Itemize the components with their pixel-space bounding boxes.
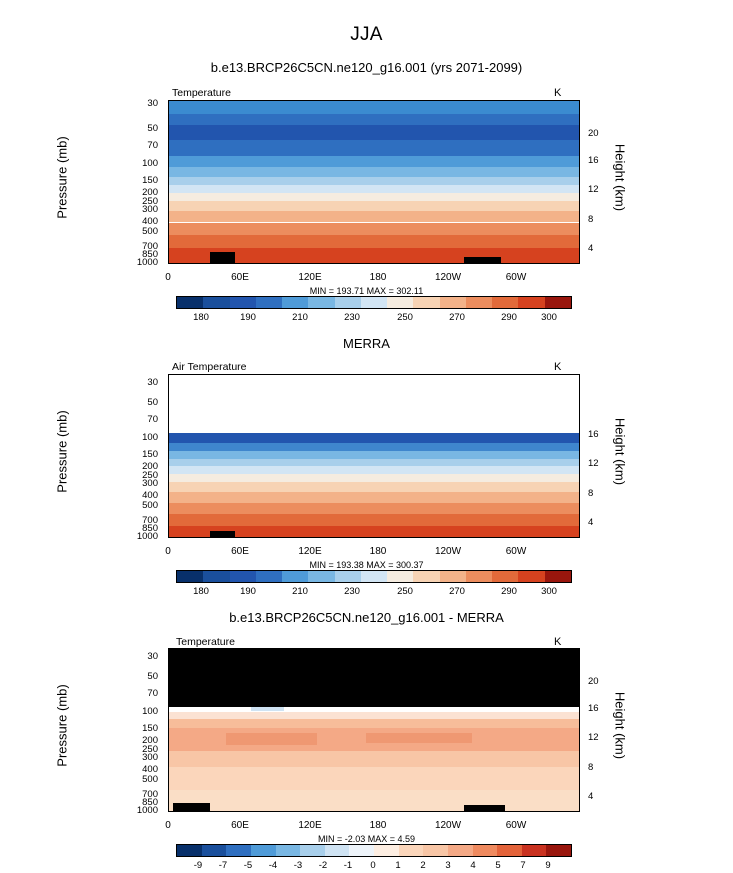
panel-3-left-axis-title: Pressure (mb): [54, 684, 70, 767]
contour-band: [251, 707, 284, 710]
panel-1-ytick: 700: [142, 241, 158, 252]
panel-1-xtick: 120E: [298, 272, 322, 283]
panel-3-ytick-right: 12: [588, 732, 599, 743]
panel-1-ytick: 1000: [136, 257, 158, 268]
panel-3-xtick: 60E: [231, 820, 249, 831]
panel-3-cbar-label: 1: [395, 860, 401, 871]
panel-1-ytick: 500: [142, 226, 158, 237]
panel-1-cbar-label: 270: [449, 312, 465, 323]
panel-1-ytick: 400: [142, 216, 158, 227]
contour-band: [169, 767, 579, 790]
panel-2-cbar-label: 250: [397, 586, 413, 597]
panel-1-ytick: 250: [142, 196, 158, 207]
panel-1-title: b.e13.BRCP26C5CN.ne120_g16.001 (yrs 2071-2099): [210, 60, 523, 75]
panel-1-xtick: 120W: [434, 272, 462, 283]
panel-3-xtick: 120W: [434, 820, 462, 831]
panel-3-cbar-label: -2: [318, 860, 328, 871]
panel-3-cbar-label: 4: [470, 860, 476, 871]
panel-2-ytick: 400: [142, 490, 158, 501]
panel-3-ytick: 100: [142, 706, 158, 717]
panel-1-ytick-right: 12: [588, 184, 599, 195]
panel-3-ytick: 700: [142, 789, 158, 800]
panel-1-xtick: 180: [369, 272, 387, 283]
panel-3-ytick: 200: [142, 735, 158, 746]
panel-2-ytick-right: 4: [588, 517, 594, 528]
panel-2-ytick: 30: [147, 377, 158, 388]
panel-1-xtick: 60W: [505, 272, 527, 283]
contour-band: [366, 733, 473, 743]
topography-mask: [210, 531, 235, 537]
panel-1-cbar-label: 300: [541, 312, 557, 323]
panel-2-ytick: 100: [142, 432, 158, 443]
panel-3-cbar-label: 2: [420, 860, 426, 871]
panel-3-minmax: MIN = -2.03 MAX = 4.59: [317, 834, 416, 844]
panel-1-variable-label: Temperature: [172, 87, 231, 99]
panel-3-ytick: 1000: [136, 805, 158, 816]
contour-band: [169, 474, 579, 482]
panel-3-cbar-label: 9: [545, 860, 551, 871]
panel-3-cbar-label: -1: [343, 860, 353, 871]
panel-2-cbar-label: 230: [344, 586, 360, 597]
contour-band: [169, 451, 579, 459]
panel-2-ytick: 70: [147, 414, 158, 425]
panel-3-xtick: 180: [369, 820, 387, 831]
panel-1-ytick: 50: [147, 123, 158, 134]
contour-band: [169, 712, 579, 718]
panel-3-xtick: 60W: [505, 820, 527, 831]
contour-band: [169, 790, 579, 811]
panel-2-right-axis-title: Height (km): [612, 417, 628, 486]
contour-band: [169, 751, 579, 767]
panel-3-ytick-right: 8: [588, 762, 594, 773]
panel-3-ytick: 30: [147, 651, 158, 662]
panel-3-cbar-label: -4: [268, 860, 278, 871]
panel-3-ytick: 250: [142, 744, 158, 755]
panel-2-ytick: 250: [142, 470, 158, 481]
panel-1-xtick: 0: [165, 272, 171, 283]
panel-1-ytick: 300: [142, 204, 158, 215]
panel-3-ytick-right: 20: [588, 676, 599, 687]
no-data-region: [169, 375, 579, 433]
panel-2-xtick: 120E: [298, 546, 322, 557]
panel-1-ytick: 150: [142, 175, 158, 186]
panel-1-left-axis-title: Pressure (mb): [54, 136, 70, 219]
panel-1-right-axis-title: Height (km): [612, 143, 628, 212]
panel-2-xtick: 60W: [505, 546, 527, 557]
panel-3-ytick-right: 4: [588, 791, 594, 802]
panel-3-ytick: 300: [142, 752, 158, 763]
panel-2-cbar-label: 180: [193, 586, 209, 597]
panel-2-ytick-right: 12: [588, 458, 599, 469]
panel-2-ytick: 1000: [136, 531, 158, 542]
panel-3-colorbar[interactable]: [176, 844, 572, 857]
panel-2-ytick-right: 16: [588, 429, 599, 440]
panel-3-ytick-right: 16: [588, 703, 599, 714]
topography-mask: [173, 803, 210, 811]
contour-band: [169, 459, 579, 465]
panel-1-ytick-right: 16: [588, 155, 599, 166]
masked-region: [169, 649, 579, 707]
panel-1-ytick-right: 8: [588, 214, 594, 225]
panel-1-minmax: MIN = 193.71 MAX = 302.11: [309, 286, 424, 296]
panel-2-ytick: 50: [147, 397, 158, 408]
panel-3-xtick: 120E: [298, 820, 322, 831]
panel-1-cbar-label: 180: [193, 312, 209, 323]
panel-1-cbar-label: 190: [240, 312, 256, 323]
panel-2-ytick: 150: [142, 449, 158, 460]
panel-3-cbar-label: -9: [193, 860, 203, 871]
panel-1-ytick-right: 20: [588, 128, 599, 139]
contour-band: [169, 482, 579, 492]
contour-band: [169, 514, 579, 525]
contour-band: [169, 492, 579, 503]
panel-1-xtick: 60E: [231, 272, 249, 283]
page-title: JJA: [350, 24, 383, 45]
panel-3-ytick: 150: [142, 723, 158, 734]
panel-2-unit-label: K: [554, 361, 562, 373]
panel-1-ytick: 850: [142, 249, 158, 260]
panel-2-xtick: 120W: [434, 546, 462, 557]
panel-2-cbar-label: 270: [449, 586, 465, 597]
panel-1-cbar-label: 290: [501, 312, 517, 323]
panel-3-title: b.e13.BRCP26C5CN.ne120_g16.001 - MERRA: [229, 610, 504, 625]
panel-1-cbar-label: 250: [397, 312, 413, 323]
panel-2-colorbar[interactable]: [176, 570, 572, 583]
panel-1-unit-label: K: [554, 87, 562, 99]
panel-3-cbar-label: 5: [495, 860, 501, 871]
panel-2-cbar-label: 210: [292, 586, 308, 597]
panel-2-ytick: 200: [142, 461, 158, 472]
panel-3-variable-label: Temperature: [176, 636, 235, 648]
panel-2-xtick: 0: [165, 546, 171, 557]
topography-mask: [464, 805, 505, 811]
panel-1-ytick-right: 4: [588, 243, 594, 254]
panel-3-ytick: 500: [142, 774, 158, 785]
panel-3-cbar-label: 7: [520, 860, 526, 871]
panel-2-xtick: 180: [369, 546, 387, 557]
contour-band: [169, 719, 579, 729]
panel-2-cbar-label: 300: [541, 586, 557, 597]
panel-3-cbar-label: -7: [218, 860, 228, 871]
panel-2-xtick: 60E: [231, 546, 249, 557]
panel-1-ytick: 70: [147, 140, 158, 151]
contour-band: [169, 443, 579, 451]
panel-1-cbar-label: 210: [292, 312, 308, 323]
contour-band: [169, 433, 579, 443]
panel-3-ytick: 50: [147, 671, 158, 682]
panel-2-ytick-right: 8: [588, 488, 594, 499]
panel-2-cbar-label: 190: [240, 586, 256, 597]
panel-3-ytick: 850: [142, 797, 158, 808]
panel-3-cbar-label: 0: [370, 860, 376, 871]
contour-band: [226, 733, 316, 744]
panel-2-variable-label: Air Temperature: [172, 361, 247, 373]
panel-2-ytick: 500: [142, 500, 158, 511]
panel-1-ytick: 200: [142, 187, 158, 198]
panel-2-plot[interactable]: [168, 374, 580, 538]
panel-2-ytick: 700: [142, 515, 158, 526]
panel-1-ytick: 100: [142, 158, 158, 169]
panel-3-cbar-label: -5: [243, 860, 253, 871]
panel-3-ytick: 70: [147, 688, 158, 699]
panel-3-cbar-label: 3: [445, 860, 451, 871]
panel-2-ytick: 850: [142, 523, 158, 534]
contour-band: [169, 503, 579, 514]
panel-2-cbar-label: 290: [501, 586, 517, 597]
panel-3-right-axis-title: Height (km): [612, 691, 628, 760]
panel-3-ytick: 400: [142, 764, 158, 775]
panel-2-left-axis-title: Pressure (mb): [54, 410, 70, 493]
panel-2-minmax: MIN = 193.38 MAX = 300.37: [309, 560, 424, 570]
panel-2-ytick: 300: [142, 478, 158, 489]
panel-3-plot[interactable]: [168, 648, 580, 812]
panel-3-unit-label: K: [554, 636, 562, 648]
contour-band: [169, 466, 579, 474]
panel-3-xtick: 0: [165, 820, 171, 831]
panel-1-cbar-label: 230: [344, 312, 360, 323]
panel-1-ytick: 30: [147, 98, 158, 109]
panel-3-cbar-label: -3: [293, 860, 303, 871]
panel-2-title: MERRA: [343, 336, 390, 351]
